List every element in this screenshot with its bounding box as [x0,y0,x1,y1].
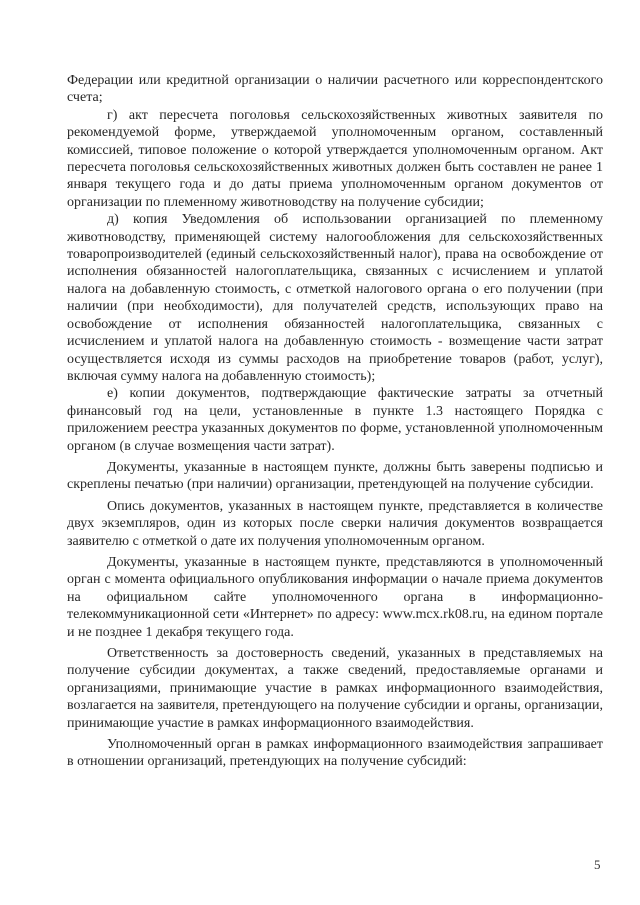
paragraph-item-e: е) копии документов, подтверждающие фактические затраты за отчетный финансовый год на цели, установленные в пункте 1.3 настоящего Порядка с приложением реестра указанных документов по форме, установленной уполномоченным органом (в случае возмещения части затрат). [67,386,603,454]
paragraph-information-request: Уполномоченный орган в рамках информационного взаимодействия запрашивает в отношении организаций, претендующих на получение субсидий: [67,737,603,770]
paragraph-submission: Документы, указанные в настоящем пункте, представляются в уполномоченный орган с момента официального опубликования информации о начале приема документов на официальном сайте уполномоченного органа в информационно-телекоммуникационной сети «Интернет» по адресу: www.mcx.rk08.ru, на едином портале и не позднее 1 декабря текущего года. [67,554,603,640]
paragraph-certification: Документы, указанные в настоящем пункте, должны быть заверены подписью и скреплены печатью (при наличии) организации, претендующей на получение субсидии. [67,459,603,493]
document-body [67,72,603,771]
paragraph-item-g: г) акт пересчета поголовья сельскохозяйственных животных заявителя по рекомендуемой форме, утверждаемой уполномоченным органом, составленный комиссией, типовое положение о которой утверждается уполномоченным органом. Акт пересчета поголовья сельскохозяйственных животных должен быть составлен не ранее 1 января текущего года и до даты приема уполномоченным органом документов от организации по племенному животноводству на получение субсидии; [67,107,603,210]
paragraph-responsibility: Ответственность за достоверность сведений, указанных в представляемых на получение субсидии документах, а также сведений, предоставляемые органами и организациями, принимающие участие в рамках информационного взаимодействия, возлагается на заявителя, претендующего на получение субсидии и органы, организации, принимающие участие в рамках информационного взаимодействия. [67,646,603,731]
paragraph-bank-account: Федерации или кредитной организации о наличии расчетного или корреспондентского счета; [67,73,603,106]
paragraph-item-d: д) копия Уведомления об использовании организацией по племенному животноводству, применяющей систему налогообложения для сельскохозяйственных товаропроизводителей (единый сельскохозяйственный налог), права на освобождение от исполнения обязанностей налогоплательщика, связанных с исчислением и уплатой налога на добавленную стоимость, с отметкой налогового органа о его получении (при наличии (при необходимости), для получателей средств, использующих право на освобождение от исполнения обязанностей налогоплательщика, связанных с исчислением и уплатой налога на добавленную стоимость - возмещение части затрат осуществляется исходя из суммы расходов на приобретение товаров (работ, услуг), включая сумму налога на добавленную стоимость); [67,212,603,384]
page-number: 5 [594,857,601,872]
paragraph-inventory: Опись документов, указанных в настоящем пункте, представляется в количестве двух экземпляров, один из которых после сверки наличия документов возвращается заявителю с отметкой о дате их получения уполномоченным органом. [67,498,603,549]
